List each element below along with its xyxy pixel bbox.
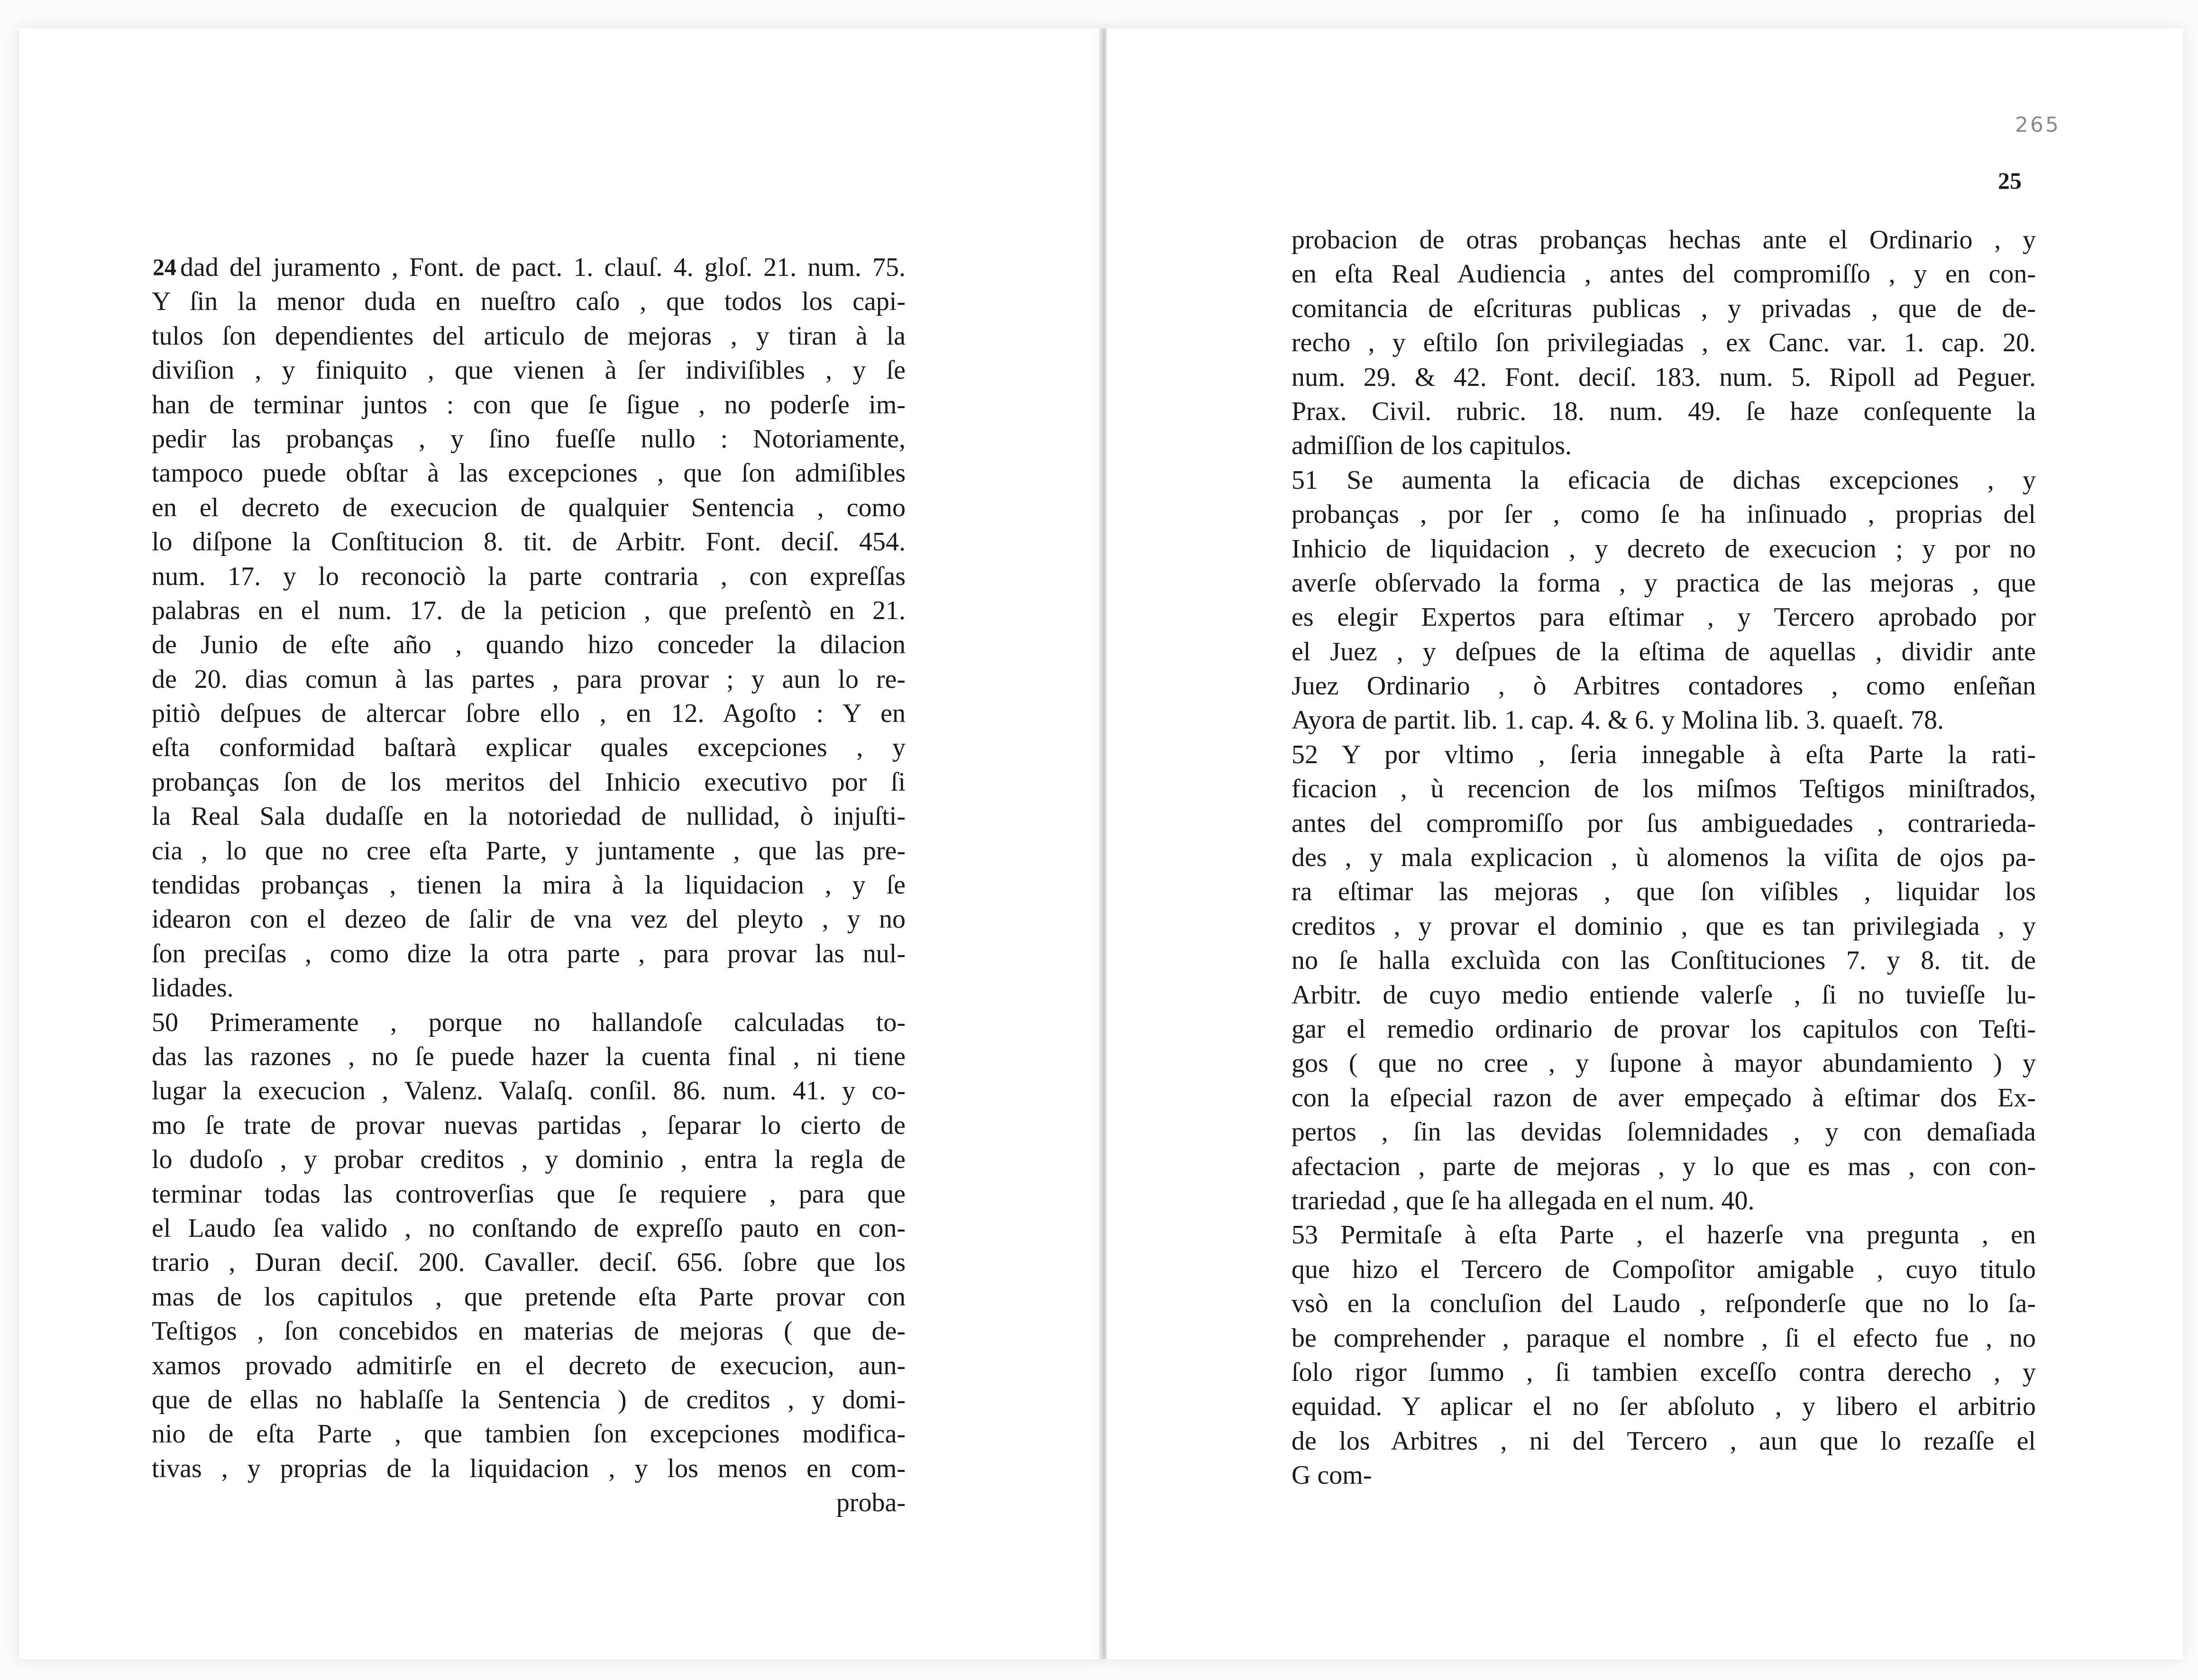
text-line: de los Arbitres , ni del Tercero , aun que lo rezaſſe el — [1291, 1426, 2036, 1456]
text-line: lugar la execucion , Valenz. Valaſq. conſil. 86. num. 41. y co- — [152, 1076, 906, 1106]
right-page — [1105, 28, 2183, 1659]
text-line: tendidas probanças , tienen la mira à la liquidacion , y ſe — [152, 870, 906, 900]
text-line: averſe obſervado la forma , y practica de las mejoras , que — [1291, 568, 2036, 598]
text-line: proba- — [836, 1488, 906, 1518]
text-line: gos ( que no cree , y ſupone à mayor abundamiento ) y — [1291, 1049, 2036, 1078]
text-line: probanças , por ſer , como ſe ha inſinuado , proprias del — [1291, 500, 2036, 530]
left-page-text — [152, 250, 906, 1520]
text-line: antes del compromiſſo por ſus ambiguedades , contrariedа- — [1291, 808, 2036, 838]
text-line: 52 Y por vltimo , ſeria innegable à eſta Parte la rati- — [1291, 740, 2036, 769]
text-line: mo ſe trate de provar nuevas partidas , ſeparar lo cierto de — [152, 1110, 906, 1140]
text-line: probanças ſon de los meritos del Inhicio executivo por ſi — [152, 767, 906, 797]
text-line: tivas , y proprias de la liquidacion , y los menos en com- — [152, 1453, 906, 1483]
text-line: no ſe halla excluìda con las Conſtituciones 7. y 8. tit. de — [1291, 946, 2036, 976]
text-line: ra eſtimar las mejoras , que ſon viſibles , liquidar los — [1291, 877, 2036, 907]
text-line: eſta conformidad baſtarà explicar quales excepciones , y — [152, 733, 906, 763]
text-line: nio de eſta Parte , que tambien ſon excepciones modifica- — [152, 1419, 906, 1449]
text-line: des , y mala explicacion , ù alomenos la viſita de ojos pa- — [1291, 843, 2036, 873]
text-line: dad del juramento , Font. de pact. 1. clauſ. 4. gloſ. 21. num. 75. — [180, 253, 906, 282]
text-line: Arbitr. de cuyo medio entiende valerſe , ſi no tuvieſſe lu- — [1291, 980, 2036, 1010]
text-line: Ayora de partit. lib. 1. cap. 4. & 6. y Molina lib. 3. quaeſt. 78. — [1291, 705, 1944, 735]
text-line: mas de los capitulos , que pretende eſta Parte provar con — [152, 1282, 906, 1312]
text-line: tulos ſon dependientes del articulo de mejoras , y tiran à la — [152, 321, 906, 351]
text-line: equidad. Y aplicar el no ſer abſoluto , y libero el arbitrio — [1291, 1392, 2036, 1422]
text-line: ficacion , ù recencion de los miſmos Teſtigos miniſtrados, — [1291, 774, 2036, 804]
text-line: admiſſion de los capitulos. — [1291, 431, 1572, 461]
text-line: creditos , y provar el dominio , que es tan privilegiada , y — [1291, 911, 2036, 941]
text-line: ſon preciſas , como dize la otra parte , para provar las nul- — [152, 939, 906, 968]
text-line: idearon con el dezeo de ſalir de vna vez del pleyto , y no — [152, 904, 906, 934]
text-line: trario , Duran deciſ. 200. Cavaller. deciſ. 656. ſobre que los — [152, 1248, 906, 1278]
text-line: Prax. Civil. rubric. 18. num. 49. ſe haze conſequente la — [1291, 396, 2036, 426]
page-number: 25 — [1998, 167, 2022, 194]
text-line: recho , y eſtilo ſon privilegiadas , ex Canc. var. 1. cap. 20. — [1291, 328, 2036, 358]
text-line: 53 Permitaſe à eſta Parte , el hazerſe vna pregunta , en — [1291, 1220, 2036, 1250]
text-line: han de terminar juntos : con que ſe ſigue , no poderſe im- — [152, 390, 906, 420]
text-line: con la eſpecial razon de aver empeçado à eſtimar dos Ex- — [1291, 1083, 2036, 1113]
text-line: de 20. dias comun à las partes , para provar ; y aun lo re- — [152, 664, 906, 694]
text-line: la Real Sala dudaſſe en la notoriedad de nullidad, ò injuſti- — [152, 802, 906, 831]
text-line: lo diſpone la Conſtitucion 8. tit. de Arbitr. Font. deciſ. 454. — [152, 527, 906, 557]
text-line: 51 Se aumenta la eficacia de dichas excepciones , y — [1291, 465, 2036, 495]
text-line: palabras en el num. 17. de la peticion , que preſentò en 21. — [152, 595, 906, 625]
text-line: gar el remedio ordinario de provar los capitulos con Teſti- — [1291, 1014, 2036, 1044]
text-line: be comprehender , paraque el nombre , ſi el efecto fue , no — [1291, 1323, 2036, 1353]
text-line: lo dudoſo , y probar creditos , y dominio , entra la regla de — [152, 1145, 906, 1175]
page-number: 24 — [153, 254, 176, 280]
text-line: pedir las probanças , y ſino fueſſe nullo : Notoriamente, — [152, 424, 906, 454]
text-line: num. 29. & 42. Font. deciſ. 183. num. 5. Ripoll ad Peguer. — [1291, 362, 2036, 392]
text-line: trariedad , que ſe ha allegada en el num. 40. — [1291, 1186, 1755, 1215]
text-line: 50 Primeramente , porque no hallandoſe calculadas to- — [152, 1007, 906, 1037]
text-line: ſolo rigor ſummo , ſi tambien exceſſo contra derecho , y — [1291, 1357, 2036, 1387]
text-line: xamos provado admitirſe en el decreto de execucion, aun- — [152, 1351, 906, 1380]
text-line: de Junio de eſte año , quando hizo conceder la dilacion — [152, 630, 906, 660]
text-line: cia , lo que no cree eſta Parte, y juntamente , que las pre- — [152, 836, 906, 866]
text-line: en eſta Real Audiencia , antes del compromiſſo , y en con- — [1291, 259, 2036, 289]
text-line: en el decreto de execucion de qualquier Sentencia , como — [152, 493, 906, 522]
text-line: Y ſin la menor duda en nueſtro caſo , que todos los capi- — [152, 287, 906, 317]
text-line: pitiò deſpues de altercar ſobre ello , en 12. Agoſto : Y en — [152, 699, 906, 729]
text-line: num. 17. y lo reconociò la parte contraria , con expreſſas — [152, 561, 906, 591]
text-line: Juez Ordinario , ò Arbitres contadores , como enſeñan — [1291, 671, 2036, 701]
text-line: comitancia de eſcrituras publicas , y privadas , que de de- — [1291, 293, 2036, 323]
right-page-text — [1291, 223, 2036, 1492]
text-line: G com- — [1291, 1461, 1372, 1490]
text-line: es elegir Expertos para eſtimar , y Tercero aprobado por — [1291, 603, 2036, 632]
text-line: el Juez , y deſpues de la eſtima de aquellas , dividir ante — [1291, 637, 2036, 667]
text-line: pertos , ſin las devidas ſolemnidades , y con demaſiada — [1291, 1117, 2036, 1147]
text-line: lidades. — [152, 973, 234, 1003]
left-page — [19, 28, 1105, 1659]
text-line: que de ellas no hablaſſe la Sentencia ) de creditos , y domi- — [152, 1385, 906, 1415]
text-line: Teſtigos , ſon concebidos en materias de mejoras ( que de- — [152, 1316, 906, 1346]
text-line: probacion de otras probanças hechas ante el Ordinario , y — [1291, 225, 2036, 255]
text-line: terminar todas las controverſias que ſe requiere , para que — [152, 1179, 906, 1209]
text-line: das las razones , no ſe puede hazer la cuenta final , ni tiene — [152, 1041, 906, 1071]
text-line: diviſion , y finiquito , que vienen à ſer indiviſibles , y ſe — [152, 356, 906, 385]
manuscript-folio-number: 265 — [2015, 113, 2061, 137]
text-line: el Laudo ſea valido , no conſtando de expreſſo pauto en con- — [152, 1213, 906, 1243]
text-line: Inhicio de liquidacion , y decreto de execucion ; y por no — [1291, 534, 2036, 564]
text-line: tampoco puede obſtar à las excepciones , que ſon admiſibles — [152, 458, 906, 488]
text-line: vsò en la concluſion del Laudo , reſponderſe que no lo ſa- — [1291, 1289, 2036, 1319]
text-line: afectacion , parte de mejoras , y lo que es mas , con con- — [1291, 1151, 2036, 1181]
text-line: que hizo el Tercero de Compoſitor amigable , cuyo titulo — [1291, 1254, 2036, 1284]
